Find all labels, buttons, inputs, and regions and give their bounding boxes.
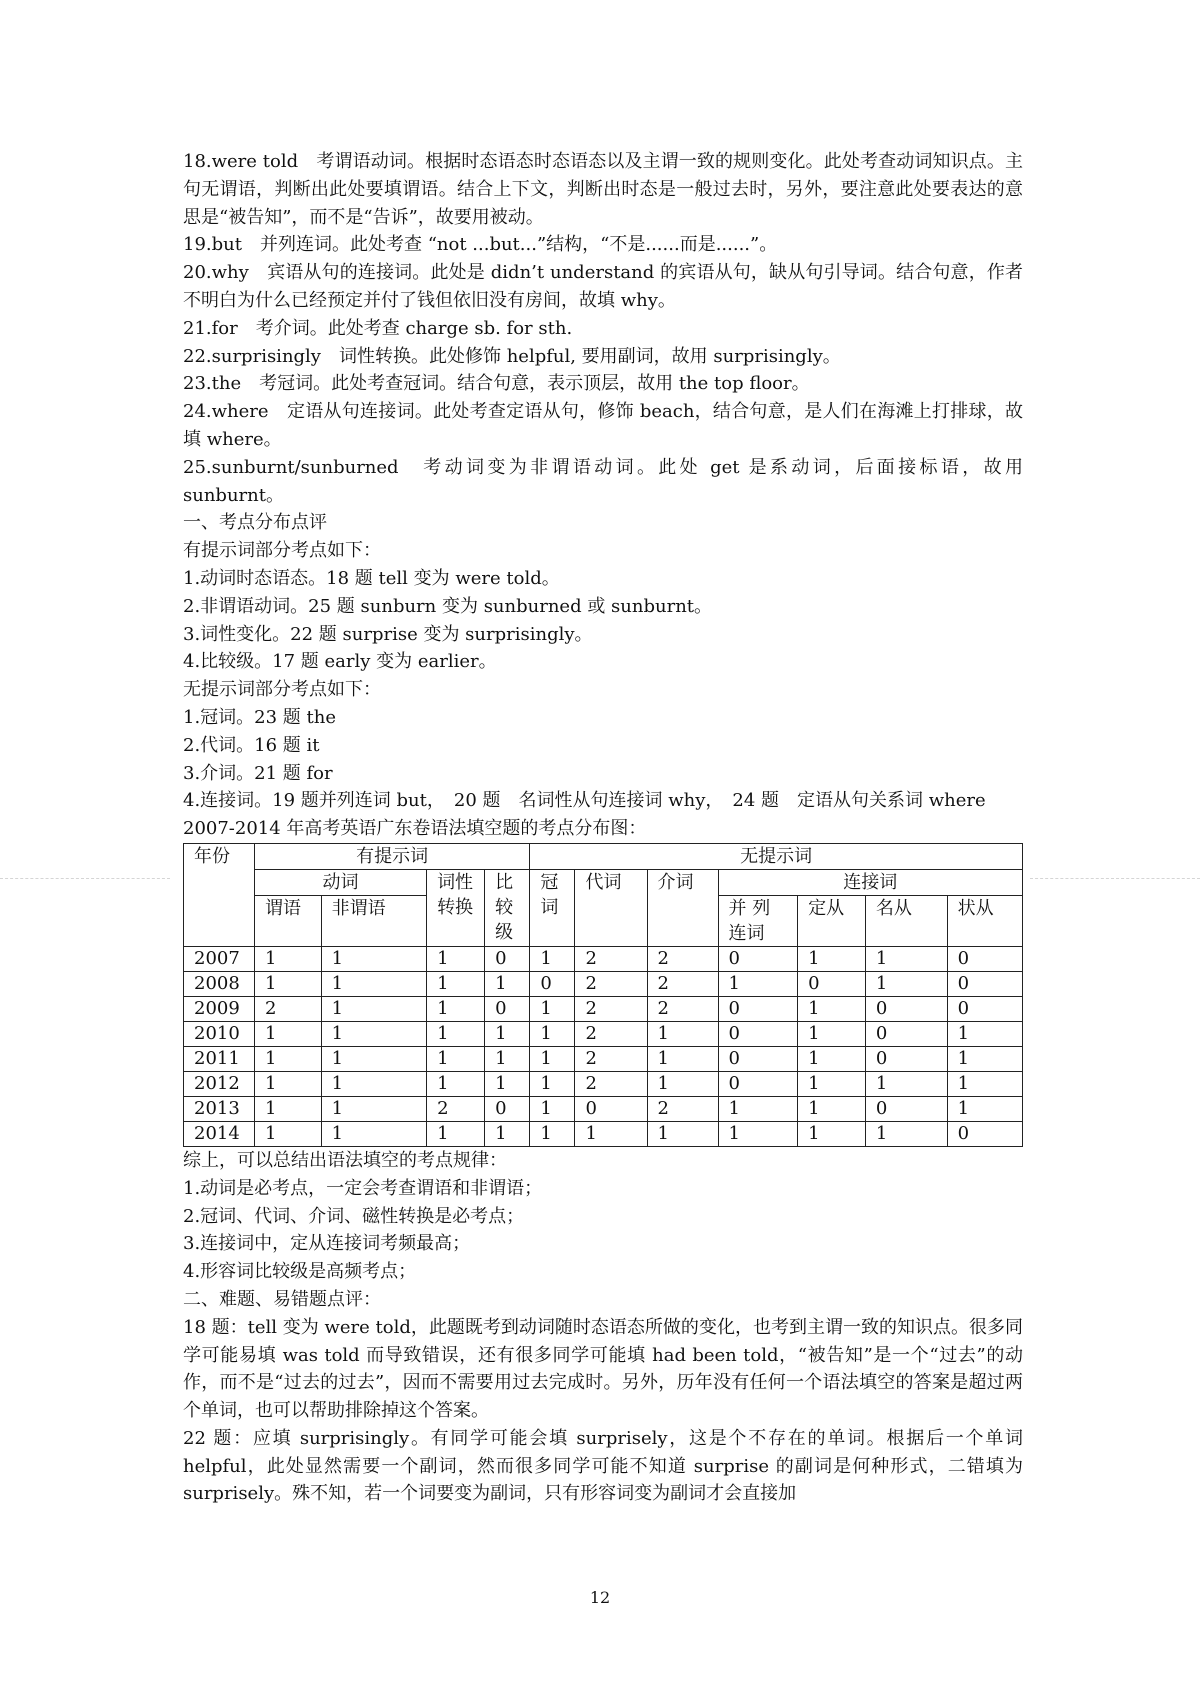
header-non-predicate: 非谓语 [321, 895, 426, 946]
count-cell: 1 [798, 1071, 866, 1096]
header-connective: 连接词 [718, 869, 1022, 895]
count-cell: 0 [718, 996, 798, 1021]
header-pronoun: 代词 [575, 869, 647, 946]
header-without-hint: 无提示词 [530, 843, 1023, 869]
count-cell: 1 [254, 946, 321, 971]
header-with-hint: 有提示词 [254, 843, 529, 869]
count-cell: 1 [485, 1021, 530, 1046]
count-cell: 1 [254, 971, 321, 996]
distribution-table [183, 843, 1023, 1147]
count-cell: 0 [718, 1071, 798, 1096]
count-cell: 2 [575, 1046, 647, 1071]
header-article: 冠 词 [530, 869, 575, 946]
count-cell: 0 [947, 946, 1022, 971]
hint-item: 4.比较级。17 题 early 变为 earlier。 [183, 651, 497, 673]
document-page [183, 148, 1023, 1508]
count-cell: 0 [865, 996, 947, 1021]
year-cell: 2008 [184, 971, 255, 996]
count-cell: 1 [798, 946, 866, 971]
count-cell: 1 [798, 1046, 866, 1071]
count-cell: 0 [485, 946, 530, 971]
count-cell: 0 [865, 1021, 947, 1046]
count-cell: 0 [530, 971, 575, 996]
count-cell: 1 [530, 1046, 575, 1071]
year-cell: 2009 [184, 996, 255, 1021]
count-cell: 0 [718, 946, 798, 971]
count-cell: 1 [647, 1121, 718, 1146]
count-cell: 0 [865, 1096, 947, 1121]
count-cell: 1 [321, 996, 426, 1021]
table-row [184, 1071, 1023, 1096]
count-cell: 1 [530, 946, 575, 971]
header-year: 年份 [184, 843, 255, 946]
no-hint-words-title: 无提示词部分考点如下： [183, 679, 381, 701]
count-cell: 2 [647, 1096, 718, 1121]
no-hint-item: 1.冠词。23 题 the [183, 706, 336, 728]
count-cell: 1 [718, 1121, 798, 1146]
table-row [184, 1046, 1023, 1071]
count-cell: 1 [647, 1046, 718, 1071]
count-cell: 2 [254, 996, 321, 1021]
hint-item: 2.非谓语动词。25 题 sunburn 变为 sunburned 或 sunburnt。 [183, 595, 713, 617]
answer-18: 18.were told 考谓语动词。根据时态语态时态语态以及主谓一致的规则变化。此处考查动词知识点。主句无谓语，判断出此处要填谓语。结合上下文，判断出时态是一般过去时，另外，要注意此处要表达的意思是“被告知”，而不是“告诉”，故要用被动。 [183, 151, 1023, 228]
count-cell: 2 [647, 996, 718, 1021]
table-caption: 2007-2014 年高考英语广东卷语法填空题的考点分布图： [183, 818, 647, 840]
summary-item: 3.连接词中，定从连接词考频最高； [183, 1233, 471, 1255]
count-cell: 1 [254, 1021, 321, 1046]
count-cell: 1 [321, 946, 426, 971]
count-cell: 2 [575, 971, 647, 996]
count-cell: 2 [575, 946, 647, 971]
answer-21: 21.for 考介词。此处考查 charge sb. for sth. [183, 317, 573, 339]
answer-22: 22.surprisingly 词性转换。此处修饰 helpful, 要用副词，故用 surprisingly。 [183, 345, 841, 367]
count-cell: 1 [530, 996, 575, 1021]
summary-item: 2.冠词、代词、介词、磁性转换是必考点； [183, 1205, 525, 1227]
count-cell: 1 [865, 946, 947, 971]
answer-20: 20.why 宾语从句的连接词。此处是 didn’t understand 的宾语从句，缺从句引导词。结合句意，作者不明白为什么已经预定并付了钱但依旧没有房间，故填 why。 [183, 262, 1023, 311]
count-cell: 0 [798, 971, 866, 996]
count-cell: 1 [865, 1121, 947, 1146]
count-cell: 1 [865, 1071, 947, 1096]
answer-23: 23.the 考冠词。此处考查冠词。结合句意，表示顶层，故用 the top floor。 [183, 373, 810, 395]
count-cell: 1 [530, 1121, 575, 1146]
summary-intro: 综上，可以总结出语法填空的考点规律： [183, 1149, 507, 1171]
count-cell: 0 [865, 1046, 947, 1071]
count-cell: 1 [947, 1071, 1022, 1096]
year-cell: 2014 [184, 1121, 255, 1146]
count-cell: 1 [718, 1096, 798, 1121]
table-row [184, 971, 1023, 996]
count-cell: 0 [947, 971, 1022, 996]
count-cell: 1 [947, 1096, 1022, 1121]
answer-25: 25.sunburnt/sunburned 考动词变为非谓语动词。此处 get 是系动词，后面接标语，故用 sunburnt。 [183, 456, 1023, 506]
count-cell: 2 [575, 996, 647, 1021]
count-cell: 1 [530, 1021, 575, 1046]
table-row [184, 1021, 1023, 1046]
margin-guide-right [1030, 878, 1200, 879]
header-comparative: 比 较 级 [485, 869, 530, 946]
count-cell: 1 [427, 946, 485, 971]
count-cell: 0 [485, 996, 530, 1021]
year-cell: 2010 [184, 1021, 255, 1046]
count-cell: 1 [427, 1071, 485, 1096]
answer-19: 19.but 并列连词。此处考查 “not ...but...”结构，“不是......而是......”。 [183, 234, 778, 256]
count-cell: 1 [947, 1021, 1022, 1046]
header-predicate: 谓语 [254, 895, 321, 946]
count-cell: 1 [798, 1121, 866, 1146]
no-hint-item: 2.代词。16 题 it [183, 734, 320, 756]
table-row [184, 946, 1023, 971]
table-row [184, 1096, 1023, 1121]
count-cell: 2 [647, 946, 718, 971]
count-cell: 0 [718, 1046, 798, 1071]
count-cell: 1 [427, 1021, 485, 1046]
count-cell: 1 [321, 1021, 426, 1046]
no-hint-item: 4.连接词。19 题并列连词 but， 20 题 名词性从句连接词 why， 24 题 定语从句关系词 where [183, 790, 986, 812]
table-row [184, 996, 1023, 1021]
count-cell: 1 [798, 1096, 866, 1121]
count-cell: 2 [575, 1021, 647, 1046]
summary-item: 1.动词是必考点，一定会考查谓语和非谓语； [183, 1177, 543, 1199]
count-cell: 2 [427, 1096, 485, 1121]
count-cell: 1 [485, 1046, 530, 1071]
year-cell: 2011 [184, 1046, 255, 1071]
no-hint-item: 3.介词。21 题 for [183, 762, 333, 784]
count-cell: 1 [530, 1071, 575, 1096]
count-cell: 1 [485, 1071, 530, 1096]
count-cell: 1 [798, 996, 866, 1021]
count-cell: 1 [321, 1046, 426, 1071]
header-verb: 动词 [254, 869, 426, 895]
count-cell: 1 [485, 971, 530, 996]
count-cell: 2 [647, 971, 718, 996]
analysis-18: 18 题：tell 变为 were told，此题既考到动词随时态语态所做的变化，也考到主谓一致的知识点。很多同学可能易填 was told 而导致错误，还有很多同学可能填 had been told，“被告知”是一个“过去”的动作，而不是“过去的过去”，因而不需要用过去完成时。另外，历年没有任何一个语法填空的答案是超过两个单词，也可以帮助排除掉这个答案。 [183, 1316, 1023, 1422]
count-cell: 1 [647, 1071, 718, 1096]
count-cell: 1 [947, 1046, 1022, 1071]
section-heading-distribution: 一、考点分布点评 [183, 512, 327, 534]
page-number: 12 [589, 1588, 611, 1607]
header-preposition: 介词 [647, 869, 718, 946]
count-cell: 0 [947, 996, 1022, 1021]
count-cell: 1 [427, 971, 485, 996]
count-cell: 1 [718, 971, 798, 996]
count-cell: 1 [865, 971, 947, 996]
answer-24: 24.where 定语从句连接词。此处考查定语从句，修饰 beach，结合句意，是人们在海滩上打排球，故填 where。 [183, 401, 1023, 450]
count-cell: 1 [427, 1121, 485, 1146]
hint-item: 3.词性变化。22 题 surprise 变为 surprisingly。 [183, 623, 593, 645]
count-cell: 1 [254, 1096, 321, 1121]
count-cell: 1 [254, 1121, 321, 1146]
year-cell: 2013 [184, 1096, 255, 1121]
margin-guide-left [0, 878, 170, 879]
section-heading-difficult: 二、难题、易错题点评： [183, 1288, 381, 1310]
count-cell: 1 [485, 1121, 530, 1146]
hint-words-title: 有提示词部分考点如下： [183, 540, 381, 562]
count-cell: 1 [427, 1046, 485, 1071]
count-cell: 1 [530, 1096, 575, 1121]
analysis-22: 22 题：应填 surprisingly。有同学可能会填 surprisely，这是个不存在的单词。根据后一个单词 helpful，此处显然需要一个副词，然而很多同学可能不知道 surprise 的副词是何种形式，二错填为 surprisely。殊不知，若一个词要变为副词，只有形容词变为副词才会直接加 [183, 1427, 1023, 1505]
header-nominal: 名从 [865, 895, 947, 946]
count-cell: 1 [575, 1121, 647, 1146]
table-row [184, 1121, 1023, 1146]
count-cell: 1 [254, 1046, 321, 1071]
header-attributive: 定从 [798, 895, 866, 946]
header-coordinating: 并 列 连词 [718, 895, 798, 946]
count-cell: 1 [321, 1121, 426, 1146]
count-cell: 1 [321, 971, 426, 996]
count-cell: 1 [321, 1071, 426, 1096]
count-cell: 1 [427, 996, 485, 1021]
count-cell: 1 [798, 1021, 866, 1046]
count-cell: 1 [647, 1021, 718, 1046]
count-cell: 2 [575, 1071, 647, 1096]
header-adverbial: 状从 [947, 895, 1022, 946]
count-cell: 0 [947, 1121, 1022, 1146]
count-cell: 1 [321, 1096, 426, 1121]
count-cell: 1 [254, 1071, 321, 1096]
hint-item: 1.动词时态语态。18 题 tell 变为 were told。 [183, 567, 560, 589]
count-cell: 0 [575, 1096, 647, 1121]
summary-item: 4.形容词比较级是高频考点； [183, 1261, 417, 1283]
year-cell: 2007 [184, 946, 255, 971]
year-cell: 2012 [184, 1071, 255, 1096]
header-pos-change: 词性 转换 [427, 869, 485, 946]
count-cell: 0 [485, 1096, 530, 1121]
count-cell: 0 [718, 1021, 798, 1046]
